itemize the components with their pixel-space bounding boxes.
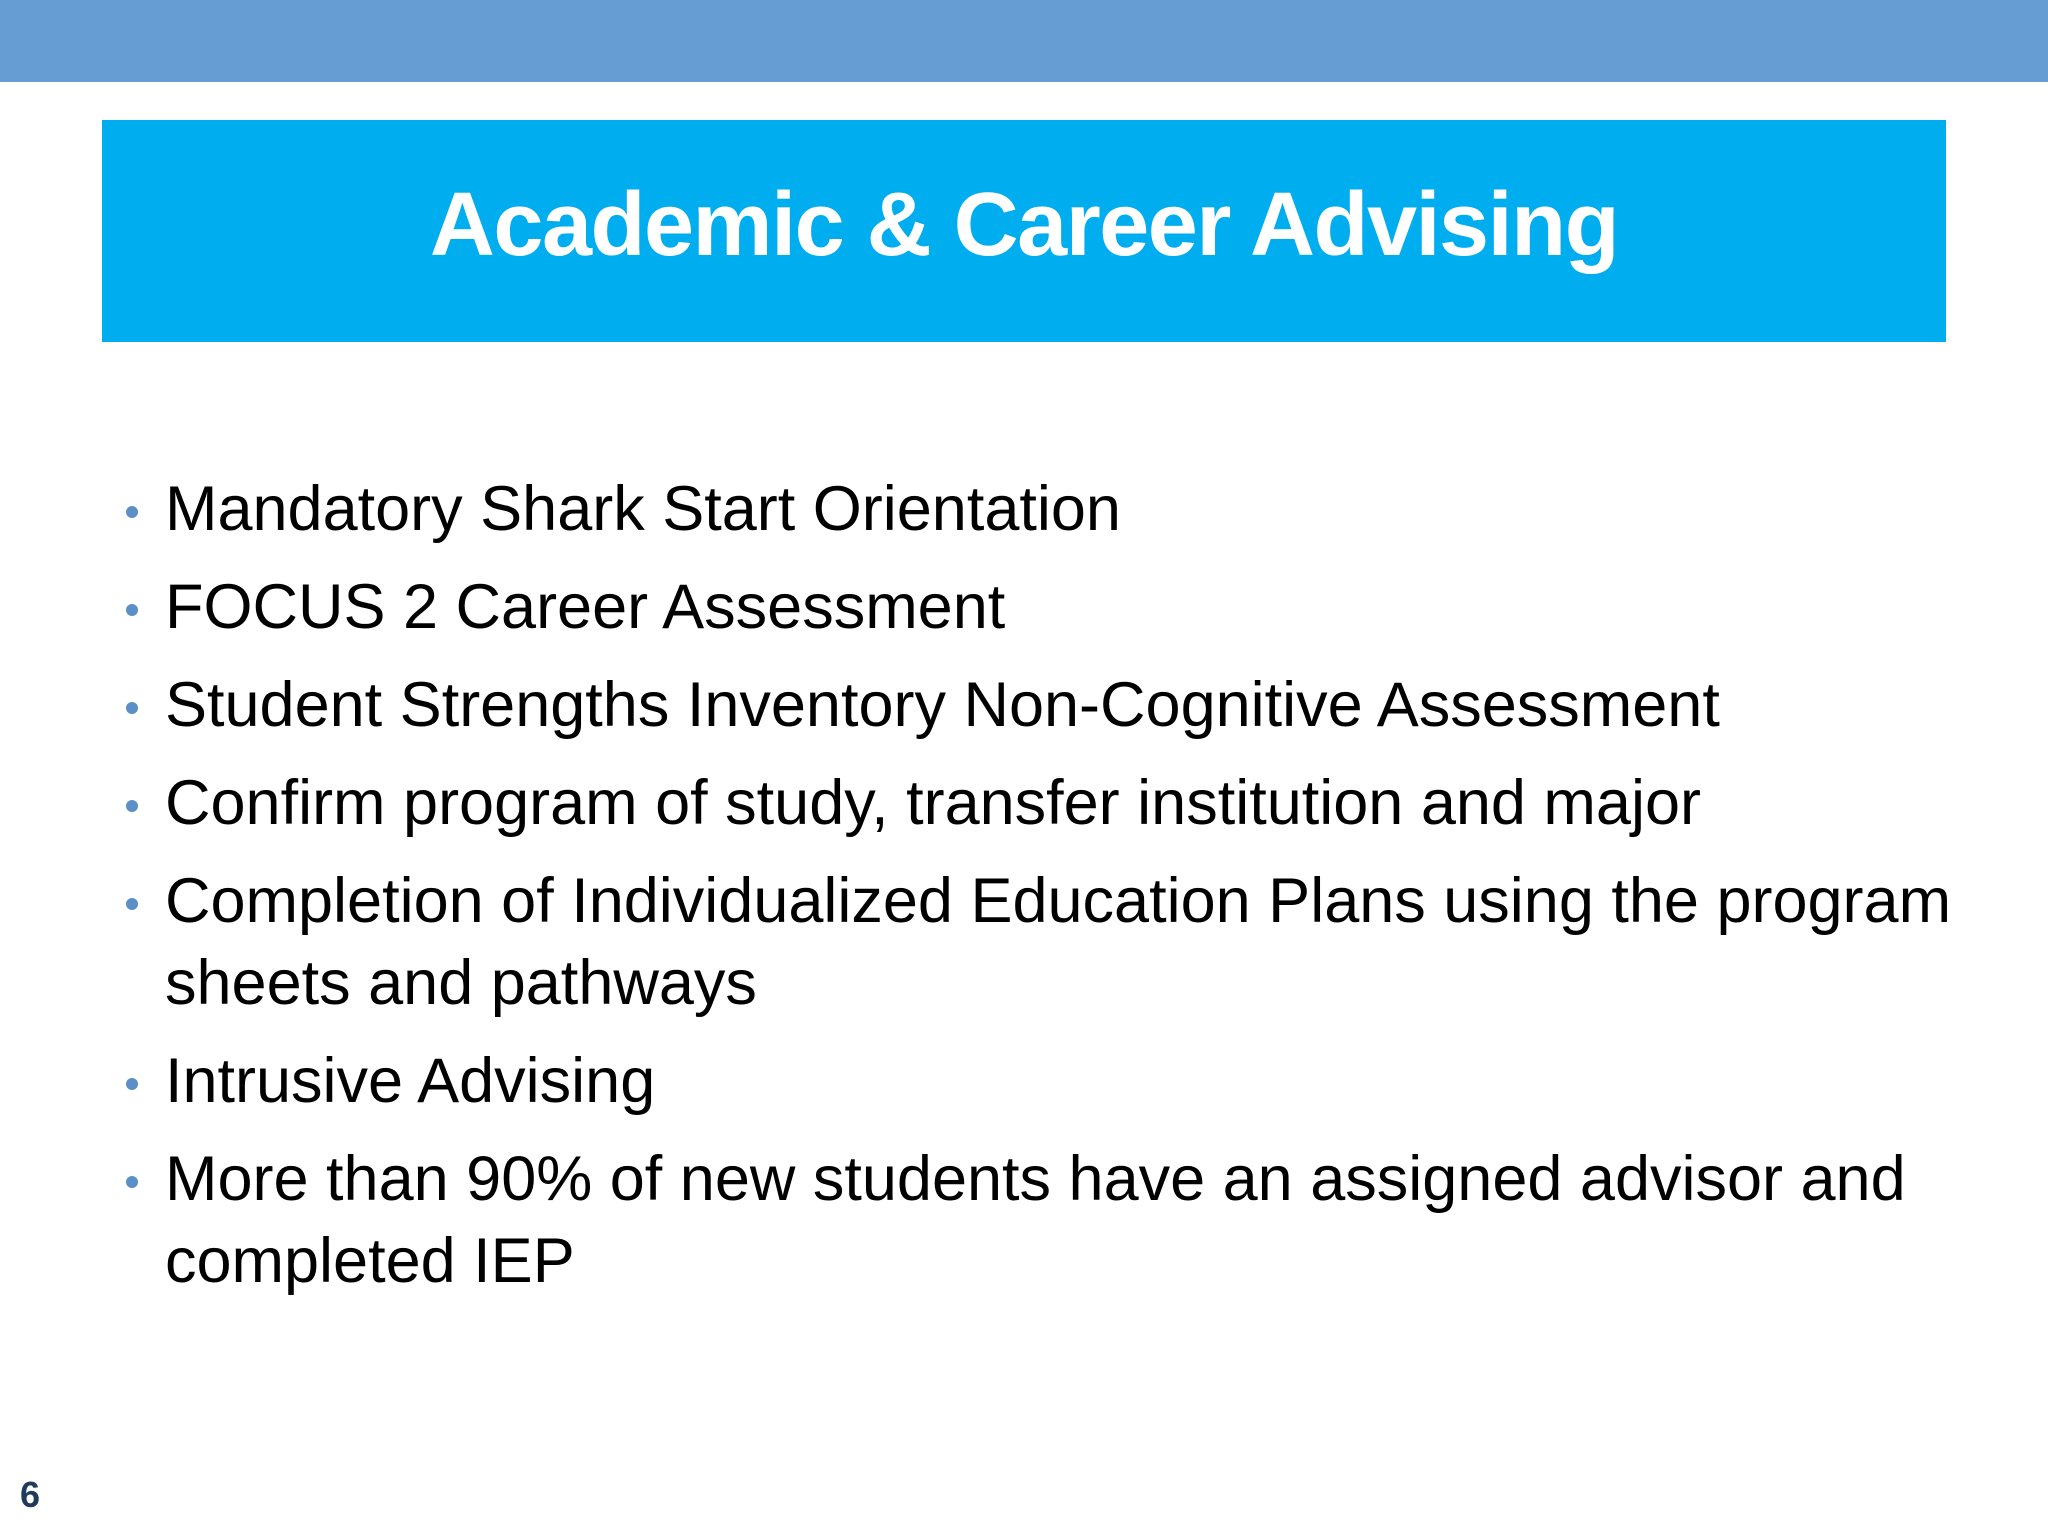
top-header-band <box>0 0 2048 82</box>
bullet-text: Intrusive Advising <box>165 1046 656 1116</box>
bullet-dot-icon <box>126 604 138 616</box>
title-banner <box>102 120 1946 342</box>
bullet-dot-icon <box>126 800 138 812</box>
bullet-dot-icon <box>126 1176 138 1188</box>
bullet-list <box>120 468 1960 1318</box>
slide-title: Academic & Career Advising <box>429 174 1619 275</box>
bullet-dot-icon <box>126 1078 138 1090</box>
bullet-item <box>120 762 1960 844</box>
bullet-dot-icon <box>126 898 138 910</box>
bullet-item <box>120 860 1960 1024</box>
bullet-item <box>120 664 1960 746</box>
bullet-text: Mandatory Shark Start Orientation <box>165 474 1121 544</box>
bullet-item <box>120 1040 1960 1122</box>
bullet-item <box>120 1138 1960 1302</box>
bullet-dot-icon <box>126 702 138 714</box>
bullet-text: Confirm program of study, transfer institution and major <box>165 768 1701 838</box>
bullet-text: Student Strengths Inventory Non-Cognitive Assessment <box>165 670 1720 740</box>
bullet-text: FOCUS 2 Career Assessment <box>165 572 1006 642</box>
bullet-text: More than 90% of new students have an assigned advisor and completed IEP <box>165 1144 1906 1296</box>
bullet-text: Completion of Individualized Education Plans using the program sheets and pathways <box>165 866 1952 1018</box>
slide-page-number: 6 <box>20 1474 41 1515</box>
bullet-item <box>120 566 1960 648</box>
bullet-dot-icon <box>126 506 138 518</box>
bullet-item <box>120 468 1960 550</box>
